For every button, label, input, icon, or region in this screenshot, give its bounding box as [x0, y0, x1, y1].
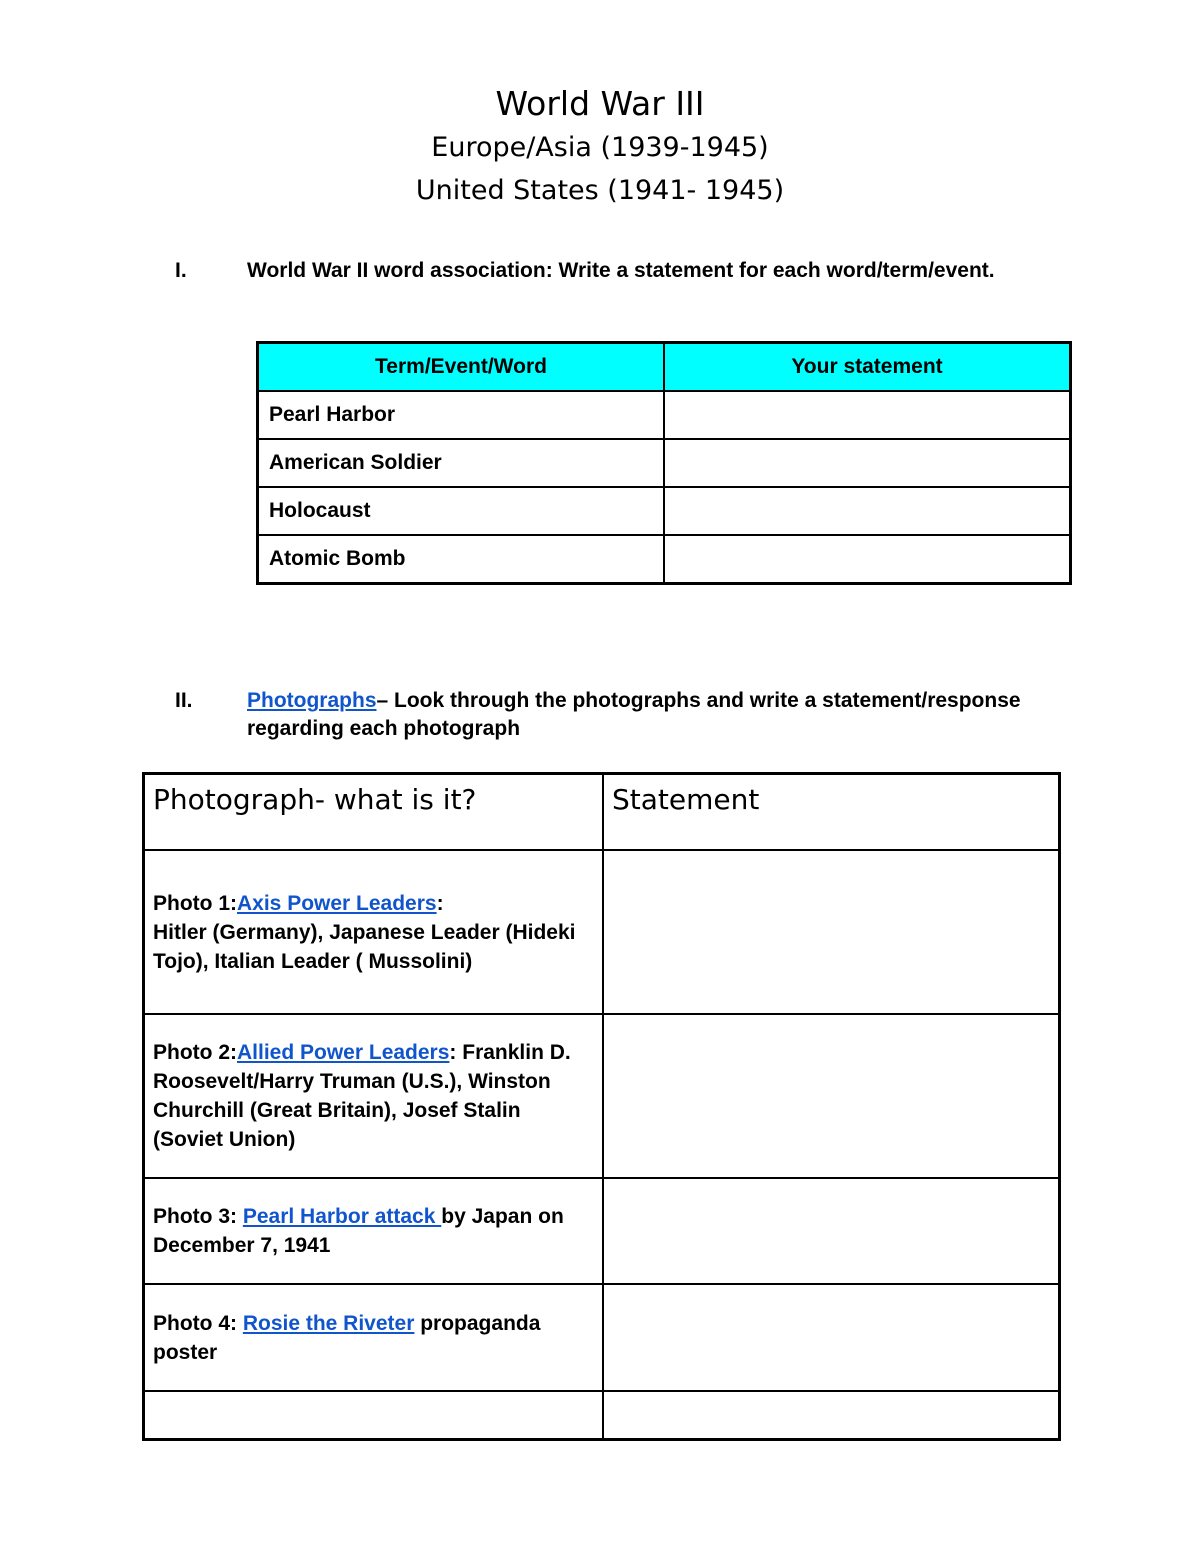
photo-3-statement-cell[interactable]: [603, 1178, 1060, 1284]
photo-3-description: [144, 1178, 604, 1284]
section-2-instruction: – Look through the photographs and write a statement/response regarding each photograph: [247, 689, 1021, 740]
photo-3-prefix: Photo 3:: [153, 1205, 243, 1228]
photo-1-details: Hitler (Germany), Japanese Leader (Hideki Tojo), Italian Leader ( Mussolini): [153, 920, 576, 973]
photo-5-description[interactable]: [144, 1391, 604, 1439]
section-1-number: I.: [175, 259, 187, 282]
photo-2-prefix: Photo 2:: [153, 1041, 237, 1064]
photo-3-details: by Japan on December 7, 1941: [153, 1205, 564, 1257]
photo-1-statement-cell[interactable]: [603, 850, 1060, 1014]
table-row: [144, 1284, 1060, 1391]
section-1-instruction: World War II word association: Write a statement for each word/term/event.: [247, 259, 995, 282]
photo-4-statement-cell[interactable]: [603, 1284, 1060, 1391]
statement-cell[interactable]: [664, 535, 1071, 584]
term-cell: Atomic Bomb: [258, 535, 665, 584]
terms-table-header-row: [258, 343, 1071, 392]
photo-4-prefix: Photo 4:: [153, 1311, 243, 1335]
photos-header-statement: Statement: [603, 774, 1060, 851]
terms-table: [256, 341, 1072, 585]
document-title: World War III: [495, 84, 705, 123]
pearl-harbor-attack-link[interactable]: Pearl Harbor attack: [242, 1205, 442, 1228]
photo-4-description: [144, 1284, 604, 1391]
photo-1-after-link: :: [436, 891, 444, 915]
photos-table: [142, 772, 1061, 1441]
document-title-block: [0, 82, 1200, 212]
table-row: [144, 850, 1060, 1014]
document-subtitle-europe-asia: Europe/Asia (1939-1945): [431, 132, 769, 163]
terms-header-statement: Your statement: [664, 343, 1071, 392]
table-row: [144, 1014, 1060, 1178]
photo-2-statement-cell[interactable]: [603, 1014, 1060, 1178]
photo-5-statement-cell[interactable]: [603, 1391, 1060, 1439]
table-row: [144, 1391, 1060, 1439]
statement-cell[interactable]: [664, 487, 1071, 535]
section-2-instruction-block: [247, 687, 1037, 743]
photo-2-details: : Franklin D. Roosevelt/Harry Truman (U.S.), Winston Churchill (Great Britain), Josef Stalin (Soviet Union): [153, 1041, 571, 1151]
table-row: [258, 487, 1071, 535]
table-row: [258, 535, 1071, 584]
allied-power-leaders-link[interactable]: Allied Power Leaders: [237, 1041, 450, 1064]
statement-cell[interactable]: [664, 439, 1071, 487]
axis-power-leaders-link[interactable]: Axis Power Leaders: [237, 891, 437, 915]
term-cell: American Soldier: [258, 439, 665, 487]
photos-header-what: Photograph- what is it?: [144, 774, 604, 851]
table-row: [258, 439, 1071, 487]
photos-table-header-row: [144, 774, 1060, 851]
table-row: [144, 1178, 1060, 1284]
rosie-the-riveter-link[interactable]: Rosie the Riveter: [242, 1311, 415, 1335]
photo-2-description: [144, 1014, 604, 1178]
photo-4-details: propaganda poster: [153, 1311, 541, 1364]
photo-1-prefix: Photo 1:: [153, 891, 237, 915]
photographs-link[interactable]: Photographs: [247, 689, 377, 712]
photo-1-description: [144, 850, 604, 1014]
term-cell: Pearl Harbor: [258, 391, 665, 439]
section-2-number: II.: [175, 689, 193, 712]
statement-cell[interactable]: [664, 391, 1071, 439]
table-row: [258, 391, 1071, 439]
term-cell: Holocaust: [258, 487, 665, 535]
document-subtitle-united-states: United States (1941- 1945): [415, 175, 785, 206]
terms-header-term: Term/Event/Word: [258, 343, 665, 392]
